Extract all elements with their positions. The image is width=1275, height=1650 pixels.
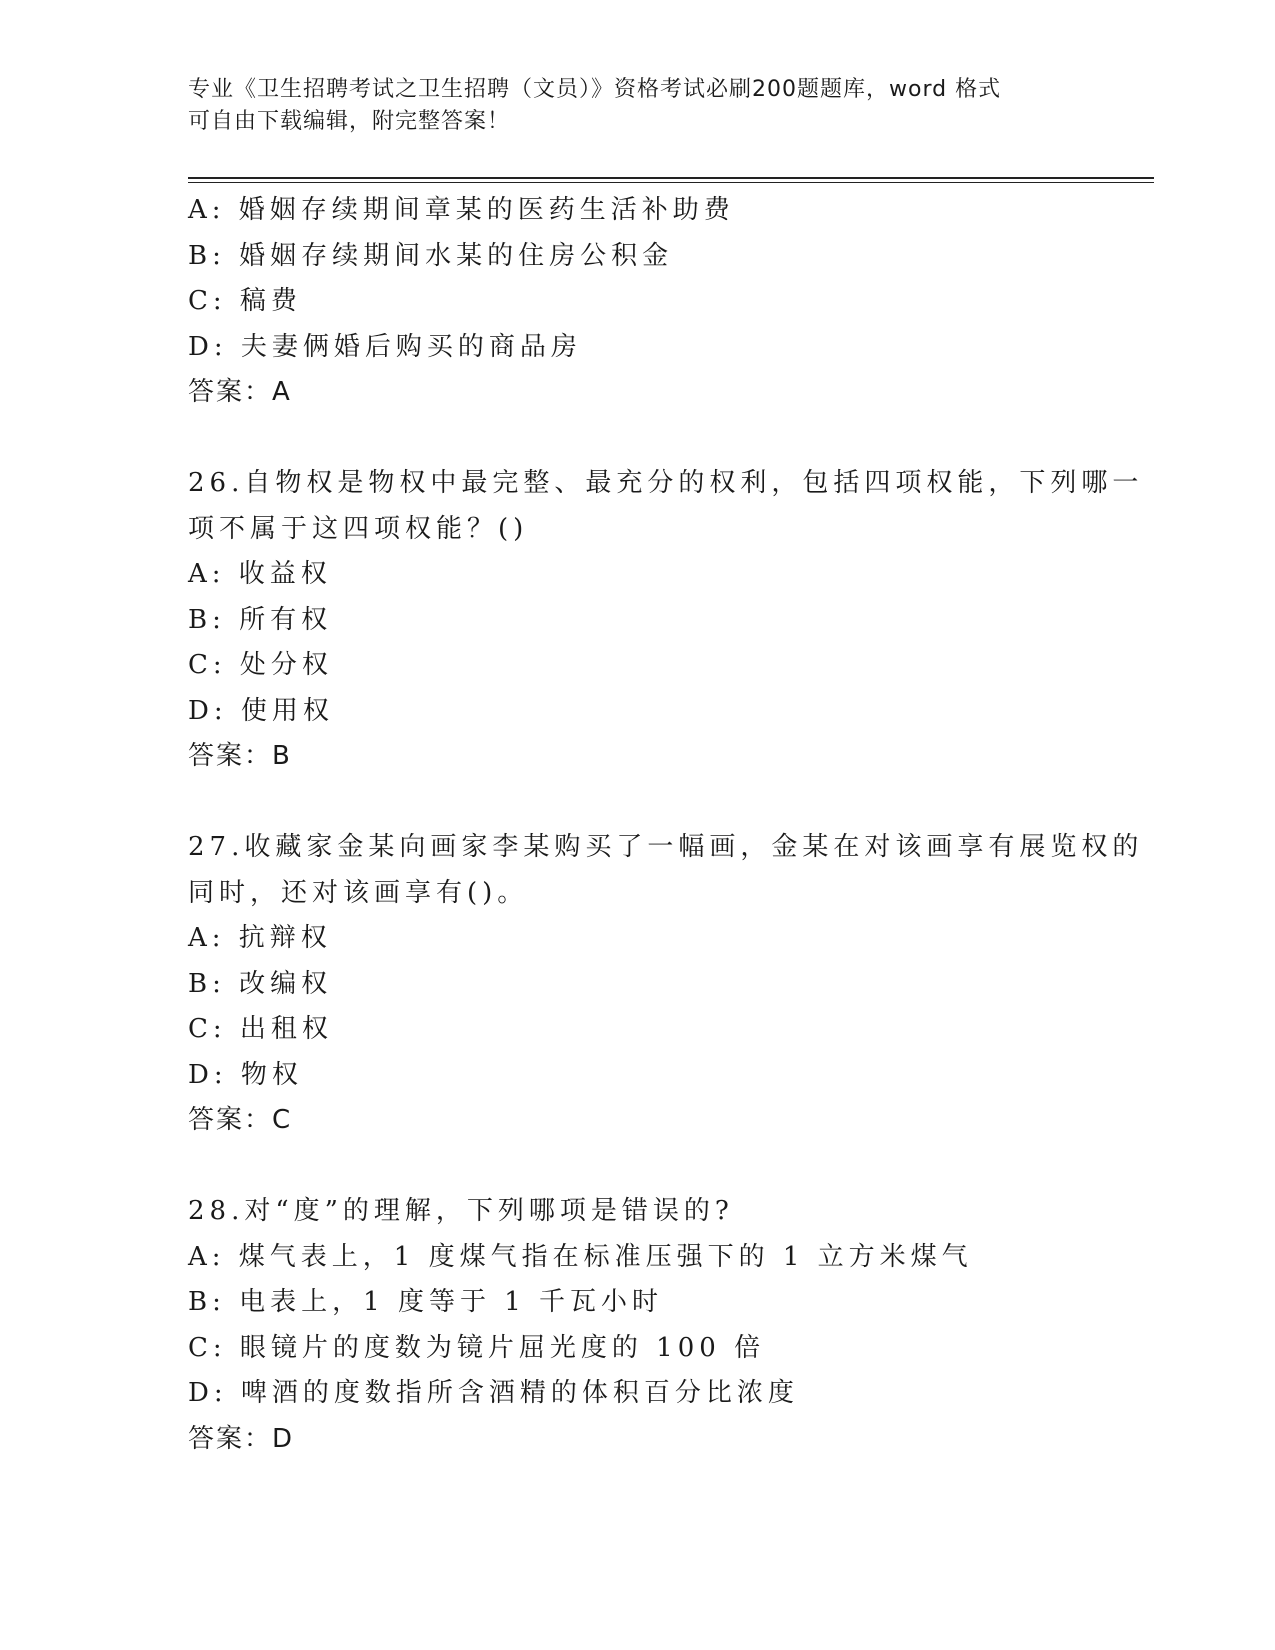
question-stem-line-2: 项不属于这四项权能？() (188, 513, 529, 544)
option-c: C: 出租权 (188, 1014, 333, 1044)
question-stem-line-1: 27.收藏家金某向画家李某购买了一幅画，金某在对该画享有展览权的 (188, 832, 1144, 862)
question-stem-line-1: 26.自物权是物权中最完整、最充分的权利，包括四项权能，下列哪一 (188, 468, 1144, 498)
header-rule-thick (188, 177, 1154, 179)
question-stem-line-1: 28.对“度”的理解，下列哪项是错误的? (188, 1196, 734, 1226)
option-b: B: 改编权 (188, 968, 333, 999)
header-line-2: 可自由下载编辑，附完整答案！ (188, 109, 511, 134)
answer-line: 答案：A (188, 377, 292, 407)
question-27 (188, 825, 1144, 1144)
answer-line: 答案：C (188, 1105, 293, 1135)
option-b: B: 电表上，1 度等于 1 千瓦小时 (188, 1287, 664, 1317)
spacer (188, 780, 1088, 826)
spacer (188, 1144, 1088, 1190)
option-a: A: 抗辩权 (188, 923, 332, 953)
option-c: C: 稿费 (188, 286, 302, 316)
header-line-1: 专业《卫生招聘考试之卫生招聘（文员）》资格考试必刷200题题库，word 格式 (188, 77, 1002, 102)
option-a: A: 煤气表上，1 度煤气指在标准压强下的 1 立方米煤气 (188, 1241, 973, 1272)
question-stem-line-2: 同时，还对该画享有()。 (188, 877, 529, 908)
option-a: A: 婚姻存续期间章某的医药生活补助费 (188, 195, 735, 225)
option-d: D: 夫妻俩婚后购买的商品房 (188, 331, 582, 362)
answer-line: 答案：D (188, 1423, 295, 1454)
option-c: C: 眼镜片的度数为镜片屈光度的 100 倍 (188, 1332, 766, 1363)
question-list (188, 188, 1144, 1462)
option-d: D: 啤酒的度数指所含酒精的体积百分比浓度 (188, 1378, 799, 1408)
option-b: B: 婚姻存续期间水某的住房公积金 (188, 240, 674, 271)
spacer (188, 416, 1088, 462)
option-b: B: 所有权 (188, 604, 333, 635)
option-a: A: 收益权 (188, 559, 332, 589)
option-c: C: 处分权 (188, 650, 333, 680)
question-28 (188, 1189, 1088, 1462)
question-25 (188, 188, 1088, 416)
answer-line: 答案：B (188, 741, 292, 771)
header-rule-thin (188, 182, 1154, 183)
option-d: D: 使用权 (188, 695, 334, 726)
document-header (188, 74, 1088, 138)
option-d: D: 物权 (188, 1059, 303, 1090)
question-26 (188, 461, 1144, 780)
